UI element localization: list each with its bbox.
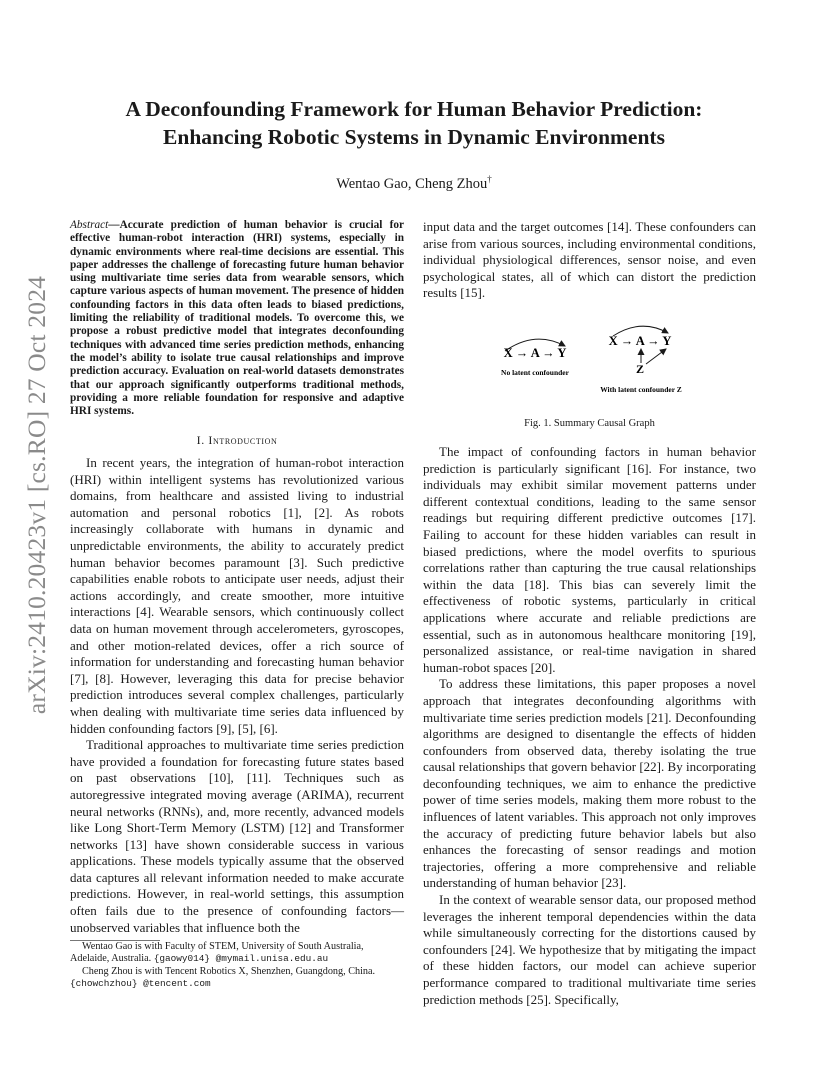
arxiv-id: arXiv:2410.20423v1 [cs.RO] 27 Oct 2024	[22, 275, 51, 715]
section-name: Introduction	[208, 433, 278, 448]
left-chain-text: X → A → Y	[503, 346, 567, 360]
right-column-body	[423, 444, 756, 1008]
title-line-2: Enhancing Robotic Systems in Dynamic Environments	[163, 125, 665, 149]
section-heading-introduction	[70, 432, 404, 449]
paper-title	[70, 95, 758, 151]
footnote-1-email: {gaowy014} @mymail.unisa.edu.au	[153, 953, 329, 965]
intro-paragraph-2: Traditional approaches to multivariate time series prediction have provided a foundation for forecasting future states based on past observations [10], [11]. Techniques such as autoregressive integrated moving average (ARIMA), recurrent neural networks (RNNs), and, more recently, advanced models like Long Short-Term Memory (LSTM) [12] and Transformer networks [13] have shown considerable success in various applications. These models typically assume that the observed data captures all relevant information needed to make accurate predictions. However, in real-world settings, this assumption often fails due to the presence of confounding factors—unobserved variables that influence both the	[70, 737, 404, 935]
z-to-y-arrow	[646, 349, 666, 364]
section-numeral: I.	[196, 433, 205, 448]
footnote-2	[70, 966, 404, 991]
abstract-text: —Accurate prediction of human behavior is crucial for effective human-robot interaction (HRI) systems, especially in dynamic environments where real-time decisions are essential. This paper addresses the challenge of forecasting future human behavior using multivariate time series data from wearable sensors, which capture various aspects of human movement. The presence of hidden confounding factors in this data often leads to biased predictions, limiting the reliability of traditional models. To overcome this, we propose a robust predictive model that integrates deconfounding techniques with advanced time series prediction methods, enhancing the model’s ability to isolate true causal relationships and improve prediction accuracy. Evaluation on real-world datasets demonstrates that our approach significantly outperforms traditional methods, providing a more reliable foundation for responsive and adaptive HRI systems.	[70, 219, 404, 418]
abstract-label: Abstract	[70, 219, 109, 231]
right-paragraph-3: In the context of wearable sensor data, our proposed method leverages the inherent temporal dependencies within the data while simultaneously correcting for the distortions caused by confounders [24]. We hypothesize that by mitigating the impact of these hidden factors, our model can achieve superior performance compared to traditional multivariate time series prediction methods [25]. Specifically,	[423, 892, 756, 1007]
intro-paragraph-1: In recent years, the integration of human-robot interaction (HRI) within intelligent systems has revolutionized various domains, from healthcare and assisted living to industrial automation and personal robotics [1], [2]. As robots increasingly collaborate with humans in dynamic and unpredictable environments, the ability to accurately predict human behavior becomes paramount [3]. Such predictive capabilities enable robots to anticipate user needs, adjust their actions accordingly, and create smoother, more intuitive interactions [4]. Wearable sensors, which continuously collect data on human movement through accelerometers, gyroscopes, and other motion-related devices, offer a rich source of information for understanding and forecasting human behavior [7], [8]. However, leveraging this data for precise behavior prediction introduces several complex challenges, particularly when dealing with multivariate time series data influenced by hidden confounding factors [9], [5], [6].	[70, 455, 404, 736]
arxiv-identifier-stamp	[12, 275, 62, 715]
footnote-2-text: Cheng Zhou is with Tencent Robotics X, Shenzhen, Guangdong, China.	[82, 965, 376, 977]
right-column	[423, 219, 756, 302]
figure-caption: Fig. 1. Summary Causal Graph	[524, 418, 655, 429]
footnote-1	[70, 941, 404, 966]
right-graph-label: With latent confounder Z	[600, 385, 682, 394]
causal-graph-svg	[423, 318, 756, 413]
title-line-1: A Deconfounding Framework for Human Behavior Prediction:	[125, 97, 703, 121]
author-list	[70, 174, 758, 193]
authors-names: Wentao Gao, Cheng Zhou	[336, 175, 488, 192]
latent-z-node: Z	[635, 362, 645, 376]
abstract	[70, 219, 404, 418]
causal-graph-figure	[423, 318, 756, 433]
footnote-1-text: Wentao Gao is with Faculty of STEM, University of South Australia, Adelaide, Australia.	[70, 941, 364, 965]
left-column	[70, 219, 404, 936]
author-footnote-mark: †	[487, 174, 492, 184]
right-paragraph-1: The impact of confounding factors in human behavior prediction is particularly significant [16]. For instance, two individuals may exhibit similar movement patterns under different contextual conditions, leading to the same sensor readings but requiring different predictive outcomes [17]. Failing to account for these hidden variables can result in biased predictions, where the model overfits to spurious correlations rather than capturing the true causal relationships within the data [18]. This bias can severely limit the effectiveness of robotic systems, particularly in critical applications where accurate and reliable predictions are essential, such as in autonomous healthcare monitoring [19], personalized assistance, or real-time navigation in shared human-robot spaces [20].	[423, 444, 756, 675]
right-paragraph-2: To address these limitations, this paper proposes a novel approach that integrates deconfounding algorithms with multivariate time series prediction models [21]. Deconfounding algorithms are designed to disentangle the effects of hidden confounders from observed data, thereby isolating the true causal relationships that govern behavior [22]. By incorporating deconfounding techniques, we aim to enhance the predictive power of time series models, making them more robust to the influences of latent variables. This approach not only improves the accuracy of predicting future behavior labels but also enhances the forecasting of sensor readings and motion trajectories, offering a more comprehensive and reliable understanding of human behavior [23].	[423, 676, 756, 891]
right-intro-paragraph: input data and the target outcomes [14]. These confounders can arise from various sources, including environmental conditions, individual physiological differences, sensor noise, and even psychological states, all of which can distort the prediction results [15].	[423, 219, 756, 301]
right-chain-text: X → A → Y	[608, 334, 672, 348]
left-graph-label: No latent confounder	[501, 368, 569, 377]
author-footnotes	[70, 940, 404, 991]
footnote-2-email: {chowchzhou} @tencent.com	[70, 978, 211, 990]
